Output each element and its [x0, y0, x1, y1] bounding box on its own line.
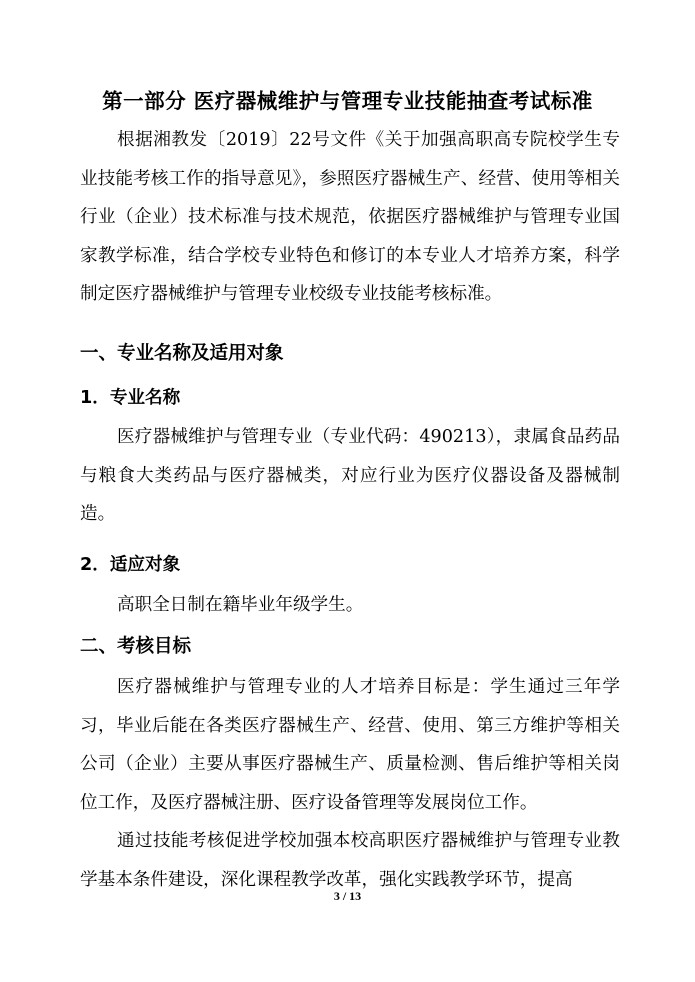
objectives-paragraph-2: 通过技能考核促进学校加强本校高职医疗器械维护与管理专业教学基本条件建设，深化课程教学改革，强化实践教学环节，提高	[80, 831, 620, 890]
page-number: 3 / 13	[333, 889, 362, 903]
target-paragraph: 高职全日制在籍毕业年级学生。	[117, 595, 364, 615]
intro-paragraph: 根据湘教发〔2019〕22号文件《关于加强高职高专院校学生专业技能考核工作的指导意见》，参照医疗器械生产、经营、使用等相关行业（企业）技术标准与技术规范，依据医疗器械维护与管理专业国家教学标准，结合学校专业特色和修订的本专业人才培养方案，科学制定医疗器械维护与管理专业校级专业技能考核标准。	[80, 130, 620, 304]
document-title: 第一部分 医疗器械维护与管理专业技能抽查考试标准	[102, 89, 593, 113]
major-name-paragraph: 医疗器械维护与管理专业（专业代码：490213），隶属食品药品与粮食大类药品与医疗器械类，对应行业为医疗仪器设备及器械制造。	[80, 427, 620, 524]
subsection-heading-major-name: 1．专业名称	[80, 388, 181, 408]
objectives-paragraph-1: 医疗器械维护与管理专业的人才培养目标是：学生通过三年学习，毕业后能在各类医疗器械生产、经营、使用、第三方维护等相关公司（企业）主要从事医疗器械生产、质量检测、售后维护等相关岗位工作，及医疗器械注册、医疗设备管理等发展岗位工作。	[80, 677, 620, 813]
section-heading-objectives: 二、考核目标	[80, 636, 192, 657]
subsection-heading-target: 2．适应对象	[80, 555, 181, 575]
section-heading-scope: 一、专业名称及适用对象	[80, 343, 284, 364]
